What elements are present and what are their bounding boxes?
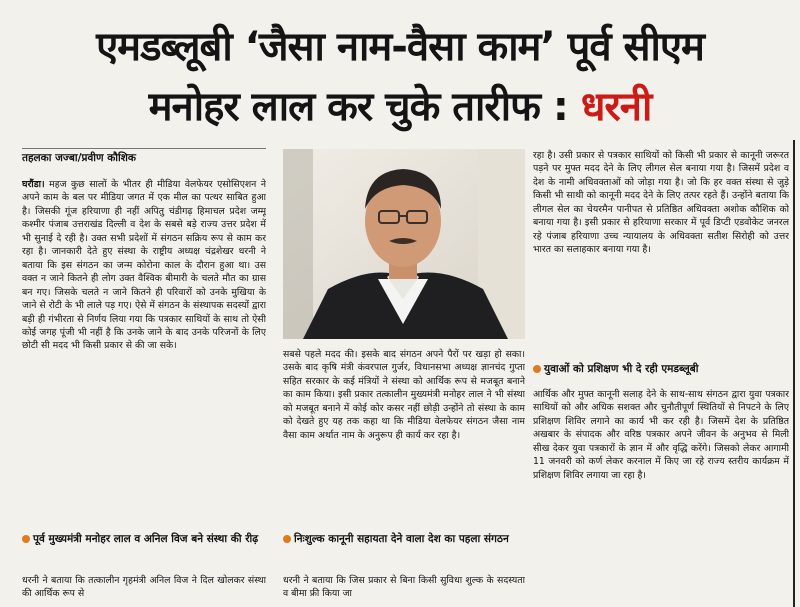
article-column-3 [533, 149, 789, 361]
column-1-text: महज कुछ सालों के भीतर ही मीडिया वेलफेयर एसोसिएशन ने अपने काम के बल पर मीडिया जगत में एक मील का पत्थर साबित हुआ है। जिसकी गूंज हरियाणा ही नहीं अपितु चंडीगढ़ हिमाचल प्रदेश जम्मू कश्मीर पंजाब उत्तराखंड दिल्ली व देश के सबसे बड़े राज्य उत्तर प्रदेश में भी सुनाई दे रही है। उक्त सभी प्रदेशों में संगठन सक्रिय रूप से काम कर रहा है। जानकारी देते हुए संस्था के राष्ट्रीय अध्यक्ष चंद्रशेखर धरनी ने बताया कि इस संगठन का जन्म कोरोना काल के दौरान हुआ था। उस वक्त न जाने कितने ही लोग उक्त वैश्विक बीमारी के चलते मौत का ग्रास बन गए। जिसके चलते न जाने कितने ही परिवारों को उनके मुखिया के जाने से रोटी के भी लाले पड़ गए। ऐसे में संगठन के संस्थापक सदस्यों द्वारा बड़ी ही गंभीरता से निर्णय लिया गया कि पत्रकार साथियों के साथ तो ऐसी कोई जगह पूंजी भी नहीं है कि उनके जाने के बाद उनके परिजनों के लिए छोटी सी मदद भी किसी प्रकार से की जा सके। [22, 179, 266, 352]
article-column-1-continued [22, 574, 266, 607]
headline-line-2 [0, 82, 800, 132]
subheading-1-text: पूर्व मुख्यमंत्री मनोहर लाल व अनिल विज बने संस्था की रीढ़ [33, 533, 259, 545]
subheading-3-text: युवाओं को प्रशिक्षण भी दे रही एमडब्लूबी [544, 363, 699, 375]
article-column-3-continued [533, 388, 789, 607]
subheading-2-text: निःशुल्क कानूनी सहायता देने वाला देश का पहला संगठन [294, 533, 509, 545]
portrait-photo [283, 149, 525, 339]
headline-line-1: एमडब्लूबी ‘जैसा नाम-वैसा काम’ पूर्व सीएम [96, 24, 704, 70]
column-2b-text: धरनी ने बताया कि जिस प्रकार से बिना किसी सुविधा शुल्क के सदस्यता व बीमा फ्री किया जा [283, 575, 525, 600]
column-2-text: सबसे पहले मदद की। इसके बाद संगठन अपने पैरों पर खड़ा हो सका। उसके बाद कृषि मंत्री कंवरपाल गुर्जर, विधानसभा अध्यक्ष ज्ञानचंद गुप्ता सहित सरकार के कई मंत्रियों ने संस्था को आर्थिक रूप से मजबूत बनाने का काम किया। इसी प्रकार तत्कालीन मुख्यमंत्री मनोहर लाल ने भी संस्था को मजबूत बनाने में कोई कोर कसर नहीं छोड़ी उन्होंने तो संस्था के काम को देखते हुए यह तक कहा था कि मीडिया वेलफेयर संगठन जैसा नाम वैसा काम अर्थात नाम के अनुरूप ही कार्य कर रहा है। [283, 349, 525, 441]
portrait-image [283, 149, 525, 339]
dateline: घरौंडा। [22, 179, 45, 190]
subheading-1 [22, 532, 266, 546]
bullet-dot-icon [533, 365, 541, 373]
column-3b-text: आर्थिक और मुफ्त कानूनी सलाह देने के साथ-साथ संगठन द्वारा युवा पत्रकार साथियों को और अधिक सशक्त और चुनौतीपूर्ण स्थितियों से निपटने के लिए प्रशिक्षण शिविर लगाने का कार्य भी कर रही है। जिसमें देश के प्रतिष्ठित अखबार के संपादक और वरिष्ठ पत्रकार अपने जीवन के अनुभव से मिली सीख देकर युवा पत्रकारों के ज्ञान में और वृद्धि करेंगे। जिसको लेकर आगामी 11 जनवरी को कर्ण लेकर करनाल में किए जा रहे राज्य स्तरीय कार्यक्रम में प्रशिक्षण शिविर लगाया जा रहा है। [533, 389, 789, 481]
subheading-2 [283, 532, 525, 546]
bullet-dot-icon [283, 535, 291, 543]
bullet-dot-icon [22, 535, 30, 543]
byline: तहलका जज्बा/प्रवीण कौशिक [22, 148, 266, 165]
subheading-3 [533, 362, 789, 376]
article-column-1 [22, 178, 266, 524]
headline-line-2-text: मनोहर लाल कर चुके तारीफ : [148, 84, 568, 130]
headline-name-red: धरनी [580, 84, 652, 130]
article-column-2 [283, 348, 525, 524]
column-3-text: रहा है। उसी प्रकार से पत्रकार साथियों को किसी भी प्रकार से कानूनी जरूरत पड़ने पर मुफ्त मदद देने के लिए लीगल सेल बनाया गया है। जिसमें प्रदेश व देश के नामी अधिवक्ताओं को जोड़ा गया है। जो कि हर वक्त संस्था से जुड़े किसी भी साथी को कानूनी मदद देने के लिए तत्पर रहते हैं। उन्होंने बताया कि लीगल सेल का चेयरमैन पानीपत से प्रतिष्ठित अधिवक्ता अशोक कौशिक को बनाया गया है। इसी प्रकार से हरियाणा सरकार में पूर्व डिप्टी एडवोकेट जनरल रहे पंजाब हरियाणा उच्च न्यायालय के अधिवक्ता सतीश सिरोही को उत्तर भारत का सलाहकार बनाया गया है। [533, 150, 789, 256]
column-1b-text: धरनी ने बताया कि तत्कालीन गृहमंत्री अनिल विज ने दिल खोलकर संस्था की आर्थिक रूप से [22, 575, 266, 600]
column-divider [793, 140, 795, 607]
article-column-2-continued [283, 574, 525, 607]
